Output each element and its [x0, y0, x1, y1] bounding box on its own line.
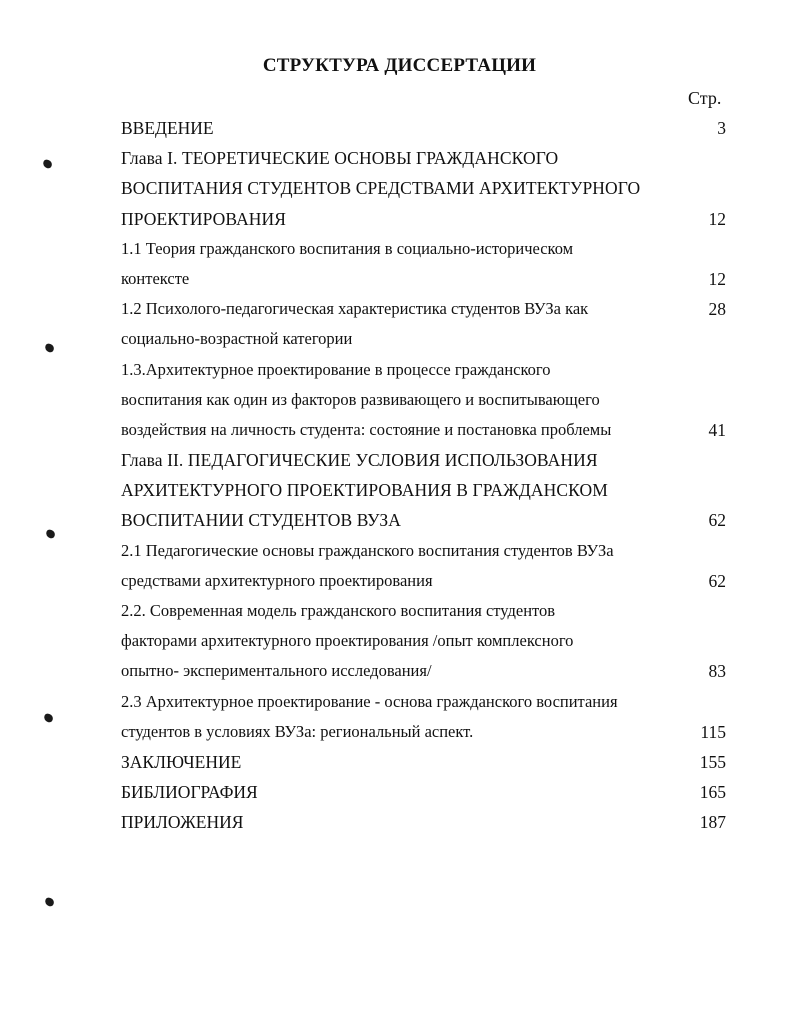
section-entry — [121, 294, 726, 354]
toc-line — [121, 687, 726, 717]
toc-page-number: 12 — [708, 268, 726, 289]
scan-mark — [42, 159, 53, 170]
chapter-entry — [121, 445, 726, 536]
toc-entry — [121, 747, 726, 777]
toc-line-text: контексте — [121, 268, 190, 288]
toc-line-text: ПРИЛОЖЕНИЯ — [121, 812, 244, 833]
toc-line — [121, 717, 726, 747]
toc-line — [121, 566, 726, 596]
toc-line-text: 2.2. Современная модель гражданского воспитания студентов — [121, 601, 556, 620]
table-of-contents — [121, 113, 726, 838]
toc-entry — [121, 807, 726, 837]
toc-line — [121, 324, 726, 354]
toc-line-text: 1.3.Архитектурное проектирование в процессе гражданского — [121, 359, 551, 379]
toc-line-text: воспитания как один из факторов развивающего и воспитывающего — [121, 389, 600, 409]
toc-line-text: БИБЛИОГРАФИЯ — [121, 782, 258, 803]
section-entry — [121, 536, 726, 596]
toc-line-text: опытно- экспериментального исследования/ — [121, 661, 432, 681]
toc-line-text: факторами архитектурного проектирования /опыт комплексного — [121, 631, 574, 651]
toc-line — [121, 505, 726, 535]
toc-line-text: Глава II. ПЕДАГОГИЧЕСКИЕ УСЛОВИЯ ИСПОЛЬЗОВАНИЯ — [121, 450, 598, 471]
toc-line — [121, 777, 726, 807]
toc-line — [121, 355, 726, 385]
section-entry — [121, 596, 726, 687]
toc-page-number: 187 — [699, 812, 726, 833]
toc-line-text: студентов в условиях ВУЗа: региональный аспект. — [121, 721, 474, 741]
toc-line-text: АРХИТЕКТУРНОГО ПРОЕКТИРОВАНИЯ В ГРАЖДАНСКОМ — [121, 480, 608, 501]
toc-line — [121, 415, 726, 445]
scan-mark — [45, 529, 56, 540]
toc-page-number: 12 — [708, 208, 726, 229]
toc-line — [121, 536, 726, 566]
toc-page-number: 165 — [699, 782, 726, 803]
toc-page-number: 41 — [708, 419, 726, 440]
toc-page-number: 3 — [717, 118, 726, 138]
toc-page-number: 155 — [699, 751, 726, 772]
chapter-entry — [121, 143, 726, 234]
toc-line-text: ПРОЕКТИРОВАНИЯ — [121, 208, 287, 229]
toc-line — [121, 475, 726, 505]
toc-line — [121, 234, 726, 264]
toc-line — [121, 626, 726, 656]
toc-line-text: Глава I. ТЕОРЕТИЧЕСКИЕ ОСНОВЫ ГРАЖДАНСКОГО — [121, 148, 559, 169]
toc-line — [121, 596, 726, 626]
toc-line — [121, 747, 726, 777]
toc-line — [121, 143, 726, 173]
toc-line-text: ВОСПИТАНИИ СТУДЕНТОВ ВУЗА — [121, 510, 401, 531]
toc-page-number: 62 — [708, 510, 726, 531]
section-entry — [121, 355, 726, 446]
toc-line-text: ВВЕДЕНИЕ — [121, 118, 214, 138]
toc-line-text: социально-возрастной категории — [121, 329, 353, 349]
toc-line-text: 2.1 Педагогические основы гражданского воспитания студентов ВУЗа — [121, 540, 614, 560]
scan-mark — [44, 343, 55, 354]
toc-line-text: ВОСПИТАНИЯ СТУДЕНТОВ СРЕДСТВАМИ АРХИТЕКТУРНОГО — [121, 178, 641, 199]
toc-line-text: ЗАКЛЮЧЕНИЕ — [121, 751, 242, 772]
toc-line — [121, 385, 726, 415]
toc-page-number: 62 — [708, 570, 726, 591]
toc-line — [121, 807, 726, 837]
toc-page-number: 83 — [708, 661, 726, 682]
toc-entry — [121, 113, 726, 143]
scan-mark — [44, 897, 55, 908]
toc-line — [121, 294, 726, 324]
page-column-label: Стр. — [688, 88, 722, 108]
toc-line — [121, 264, 726, 294]
toc-line-text: 1.2 Психолого-педагогическая характеристика студентов ВУЗа как — [121, 299, 589, 319]
toc-page-number: 28 — [708, 299, 726, 320]
section-entry — [121, 234, 726, 294]
toc-line — [121, 173, 726, 203]
toc-entry — [121, 777, 726, 807]
toc-line — [121, 445, 726, 475]
toc-line-text: 2.3 Архитектурное проектирование - основа гражданского воспитания — [121, 691, 618, 711]
toc-line — [121, 656, 726, 686]
scan-mark — [43, 713, 54, 724]
toc-line-text: 1.1 Теория гражданского воспитания в социально-историческом — [121, 238, 574, 258]
toc-line — [121, 204, 726, 234]
toc-line-text: воздействия на личность студента: состояние и постановка проблемы — [121, 419, 612, 439]
toc-page-number: 115 — [700, 721, 726, 742]
section-entry — [121, 687, 726, 747]
document-title: СТРУКТУРА ДИССЕРТАЦИИ — [262, 55, 537, 76]
toc-line-text: средствами архитектурного проектирования — [121, 570, 433, 590]
toc-line — [121, 113, 726, 143]
